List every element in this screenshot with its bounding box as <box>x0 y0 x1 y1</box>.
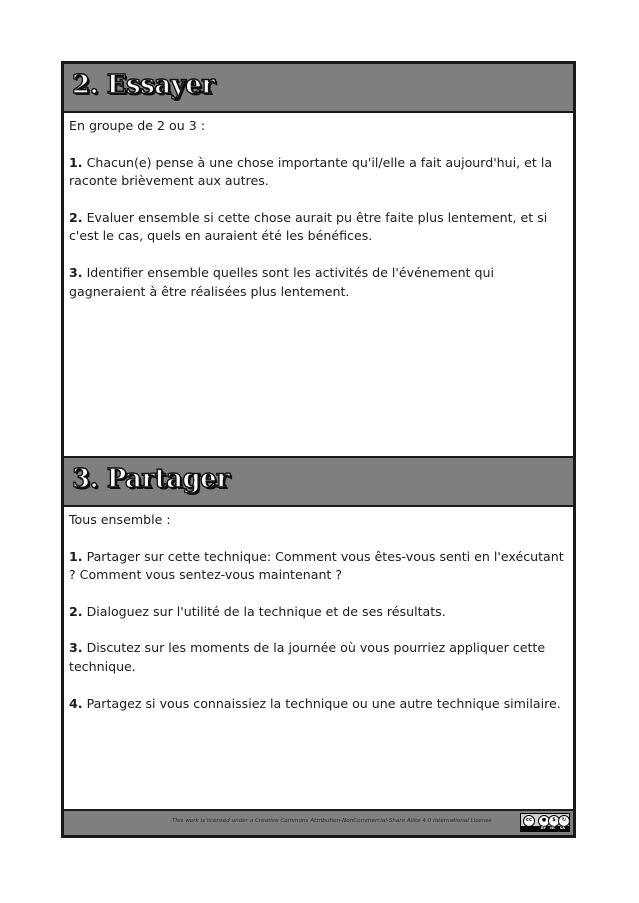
item-text: Discutez sur les moments de la journée où vous pourriez appliquer cette technique. <box>69 640 546 674</box>
section-title: 3. Partager <box>72 464 230 494</box>
list-item <box>69 548 567 585</box>
list-item <box>69 209 567 246</box>
item-text: Dialoguez sur l'utilité de la technique et de ses résultats. <box>82 603 446 619</box>
activity-card <box>61 61 576 838</box>
item-number: 3. <box>69 640 83 656</box>
list-item <box>69 695 567 714</box>
section-intro: En groupe de 2 ou 3 : <box>69 118 205 133</box>
section-intro: Tous ensemble : <box>69 512 171 527</box>
nc-icon: $ <box>548 815 560 827</box>
item-number: 2. <box>69 603 83 619</box>
section-essayer <box>64 64 573 458</box>
by-icon: ● <box>538 815 550 827</box>
list-item <box>69 154 567 191</box>
list-item <box>69 264 567 301</box>
cc-license-badge[interactable] <box>520 813 570 832</box>
list-item <box>69 639 567 676</box>
badge-label-nc: NC <box>550 826 556 830</box>
item-number: 3. <box>69 264 83 280</box>
license-footer <box>64 809 573 835</box>
list-item <box>69 603 567 622</box>
item-text: Evaluer ensemble si cette chose aurait pu être faite plus lentement, et si c'est le cas, quels en auraient été les bénéfices. <box>69 209 548 244</box>
section-title: 2. Essayer <box>72 70 215 100</box>
section-content <box>64 113 573 301</box>
item-number: 2. <box>69 209 83 225</box>
badge-label-sa: SA <box>559 826 565 830</box>
section-header <box>64 64 573 113</box>
badge-label-by: BY <box>541 826 547 830</box>
badge-labels <box>539 826 567 831</box>
item-number: 4. <box>69 695 83 711</box>
section-partager <box>64 458 573 809</box>
sa-icon: ↻ <box>558 815 570 827</box>
item-text: Chacun(e) pense à une chose importante qu'il/elle a fait aujourd'hui, et la raconte brièvement aux autres. <box>69 154 553 189</box>
item-number: 1. <box>69 154 83 170</box>
item-text: Partagez si vous connaissiez la technique ou une autre technique similaire. <box>82 695 561 711</box>
item-text: Identifier ensemble quelles sont les activités de l'événement qui gagneraient à être réalisées plus lentement. <box>69 264 494 299</box>
section-header <box>64 458 573 507</box>
item-text: Partager sur cette technique: Comment vous êtes-vous senti en l'exécutant ? Comment vous sentez-vous maintenant ? <box>69 548 564 583</box>
cc-icon: cc <box>523 815 535 827</box>
section-content <box>64 507 573 713</box>
license-text: This work is licensed under a Creative Commons Attribution-NonCommercial-Share Alike 4.0 International License <box>172 818 492 824</box>
item-number: 1. <box>69 548 83 564</box>
